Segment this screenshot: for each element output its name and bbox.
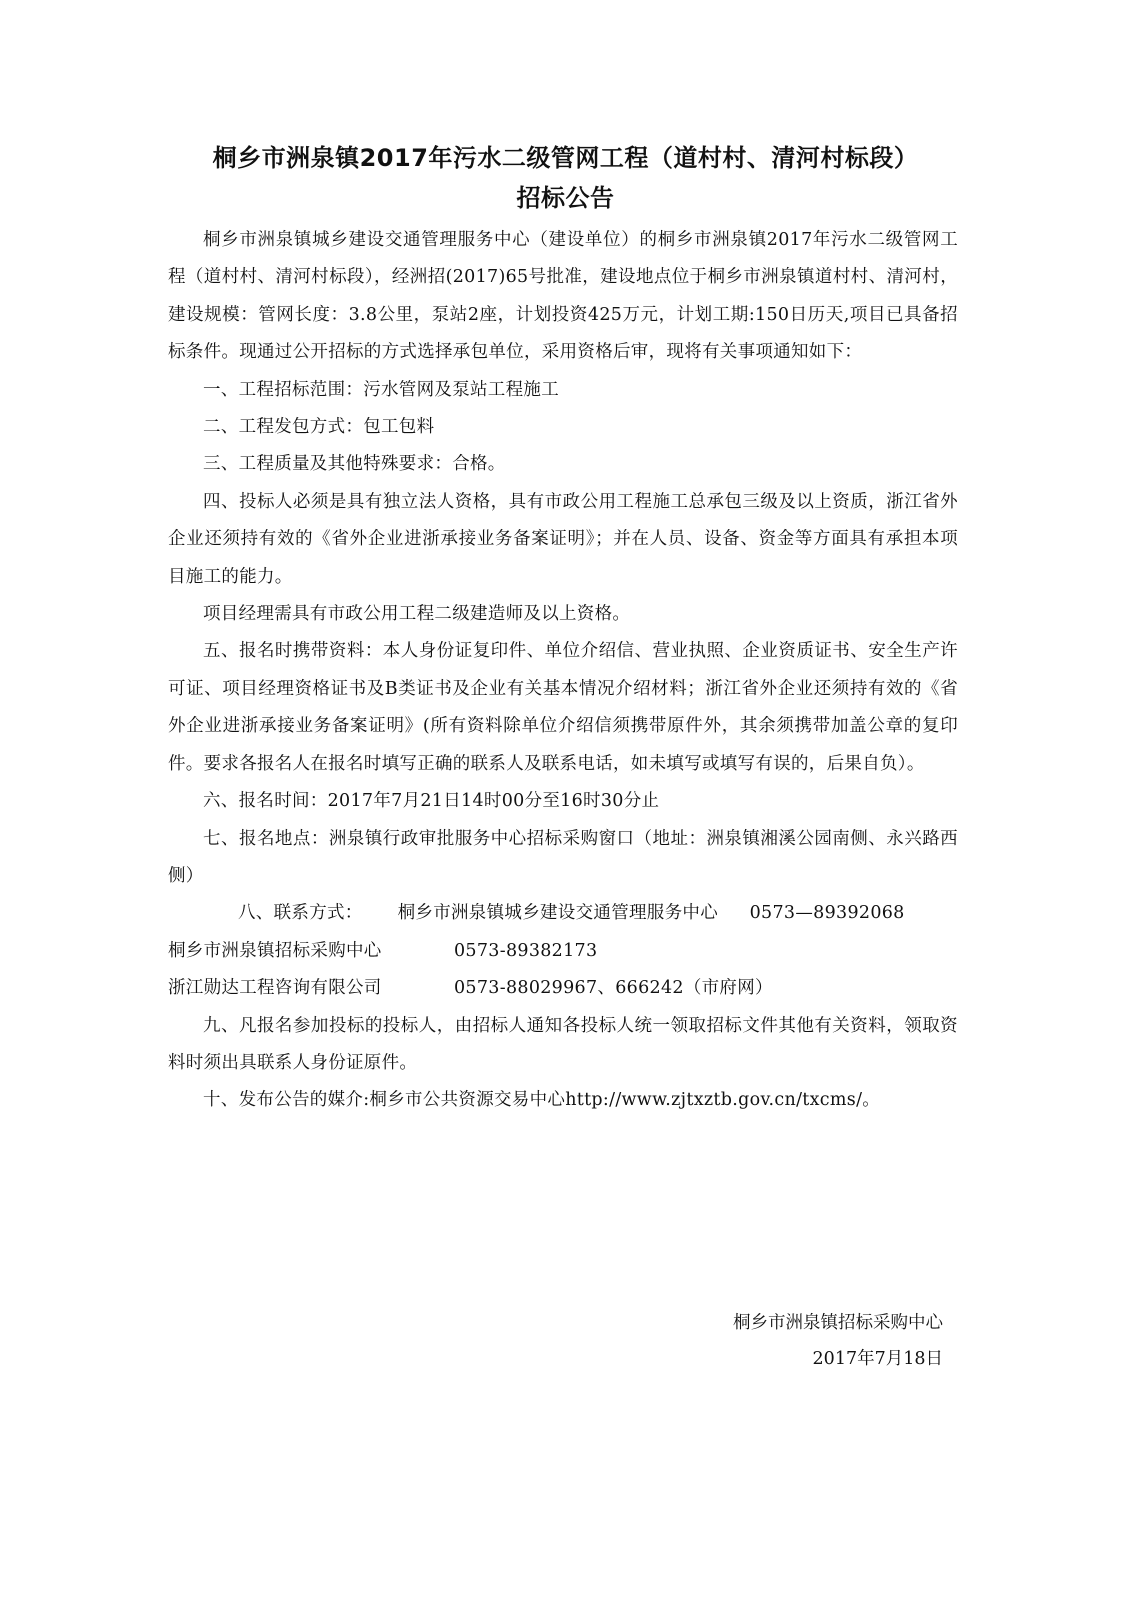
contact-phone: 0573—89392068 (749, 903, 905, 924)
contact-phone: 0573-89382173 (454, 940, 598, 961)
signature-date: 2017年7月18日 (812, 1349, 943, 1369)
contact-phone: 0573-88029967、666242（市府网） (454, 978, 773, 999)
item-quality: 三、工程质量及其他特殊要求：合格。 (203, 454, 506, 475)
contact-lead: 八、联系方式： (238, 903, 363, 924)
contact-row (168, 933, 958, 970)
contact-row (168, 970, 958, 1007)
intro-paragraph: 桐乡市洲泉镇城乡建设交通管理服务中心（建设单位）的桐乡市洲泉镇2017年污水二级管网工程（道村村、清河村标段），经洲招(2017)65号批准，建设地点位于桐乡市洲泉镇道村村、清河村，建设规模：管网长度：3.8公里，泵站2座，计划投资425万元，计划工期:150日历天,项目已具备招标条件。现通过公开招标的方式选择承包单位，采用资格后审，现将有关事项通知如下： (168, 230, 958, 363)
item-document-collection: 九、凡报名参加投标的投标人，由招标人通知各投标人统一领取招标文件其他有关资料，领取资料时须出具联系人身份证原件。 (168, 1015, 958, 1073)
item-registration-time: 六、报名时间：2017年7月21日14时00分至16时30分止 (203, 791, 660, 812)
document-body (168, 222, 958, 1120)
document-subtitle: 招标公告 (516, 184, 615, 212)
contact-org: 桐乡市洲泉镇招标采购中心 (168, 940, 382, 961)
item-manager-qualification: 项目经理需具有市政公用工程二级建造师及以上资格。 (203, 604, 631, 625)
document-title: 桐乡市洲泉镇2017年污水二级管网工程（道村村、清河村标段） (212, 144, 919, 172)
contact-org: 桐乡市洲泉镇城乡建设交通管理服务中心 (397, 903, 719, 924)
item-bidder-qualification: 四、投标人必须是具有独立法人资格，具有市政公用工程施工总承包三级及以上资质，浙江省外企业还须持有效的《省外企业进浙承接业务备案证明》；并在人员、设备、资金等方面具有承担本项目施工的能力。 (168, 491, 958, 587)
item-scope: 一、工程招标范围：污水管网及泵站工程施工 (203, 379, 559, 400)
item-contract-mode: 二、工程发包方式：包工包料 (203, 417, 435, 438)
item-registration-location: 七、报名地点：洲泉镇行政审批服务中心招标采购窗口（地址：洲泉镇湘溪公园南侧、永兴路西侧） (168, 828, 958, 886)
contact-row (168, 895, 958, 932)
signature-issuer: 桐乡市洲泉镇招标采购中心 (733, 1313, 943, 1333)
contact-org: 浙江勋达工程咨询有限公司 (168, 978, 382, 999)
item-registration-materials: 五、报名时携带资料：本人身份证复印件、单位介绍信、营业执照、企业资质证书、安全生产许可证、项目经理资格证书及B类证书及企业有关基本情况介绍材料；浙江省外企业还须持有效的《省外企业进浙承接业务备案证明》(所有资料除单位介绍信须携带原件外，其余须携带加盖公章的复印件。要求各报名人在报名时填写正确的联系人及联系电话，如未填写或填写有误的，后果自负）。 (168, 641, 958, 774)
item-publication-media: 十、发布公告的媒介:桐乡市公共资源交易中心http://www.zjtxztb.gov.cn/txcms/。 (203, 1090, 881, 1111)
